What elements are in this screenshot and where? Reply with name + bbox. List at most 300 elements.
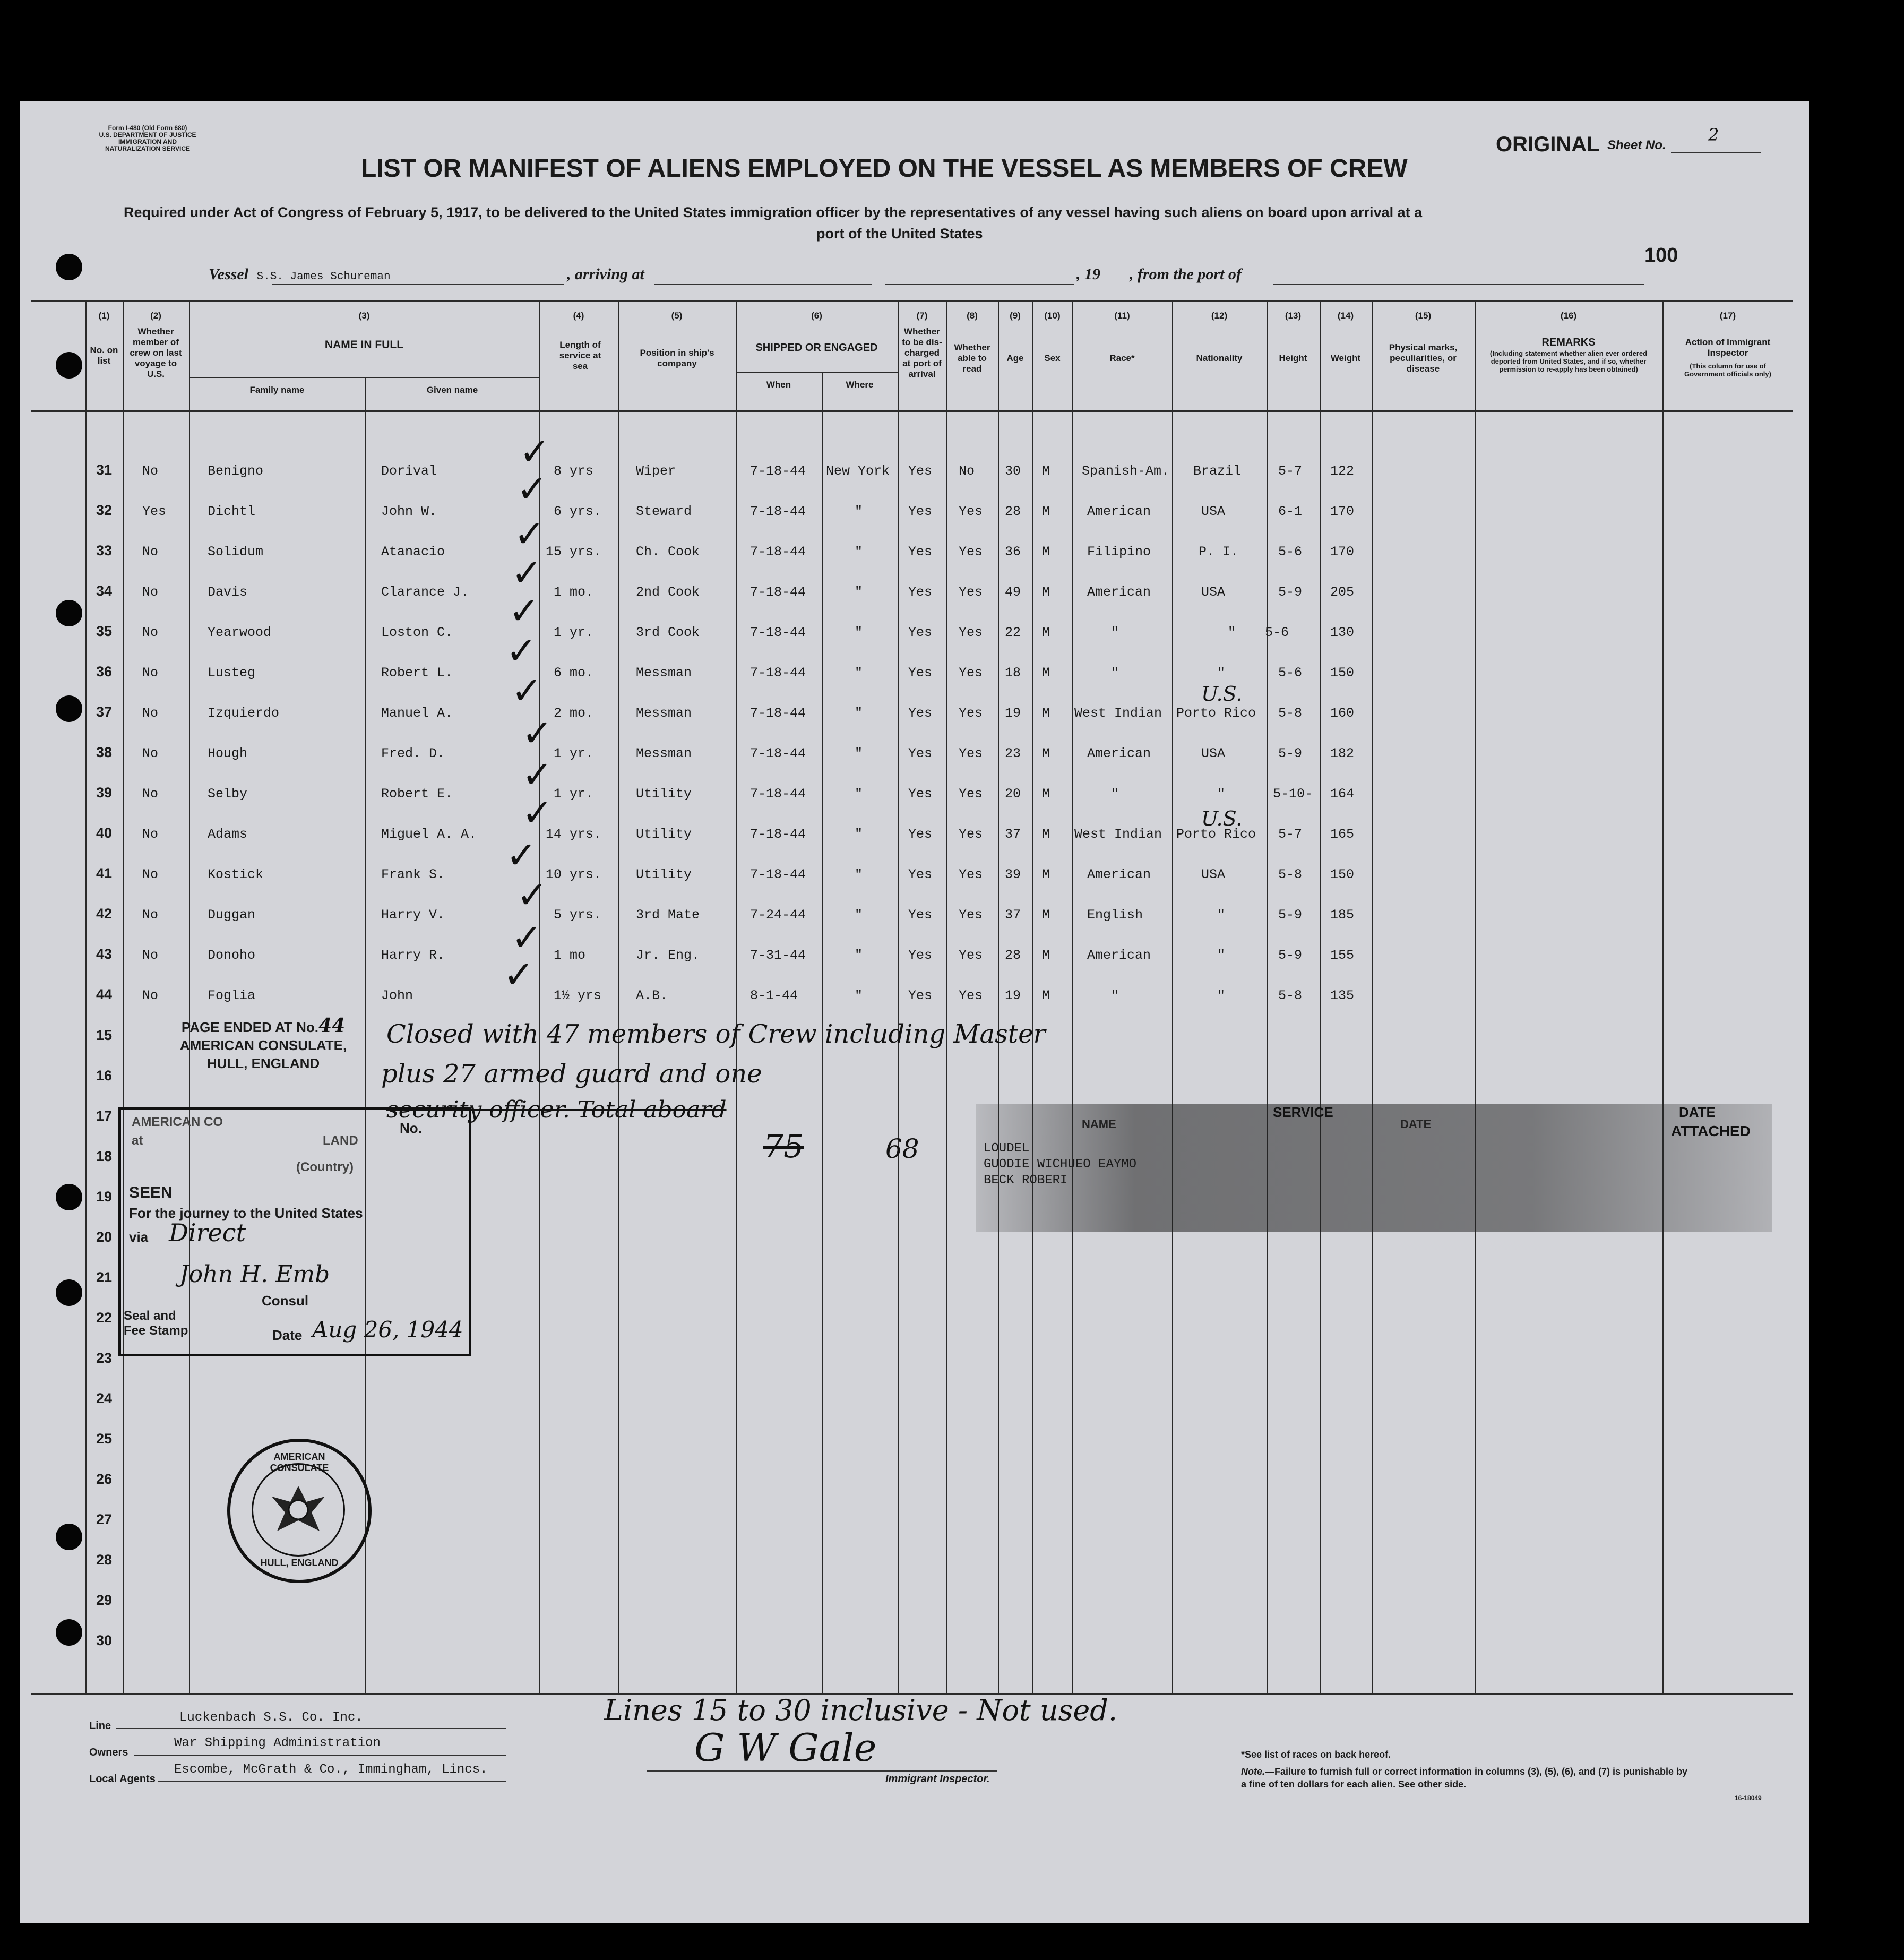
overlay-header: DATE [1400, 1117, 1432, 1131]
consulate-seal [227, 1439, 372, 1583]
footer-agents-label: Local Agents [89, 1773, 156, 1785]
binder-hole [56, 1619, 82, 1646]
cell-when: 7-18-44 [750, 786, 806, 802]
col-header-age: Age [1006, 353, 1024, 363]
cell-prev: No [142, 786, 159, 802]
cell-sex: M [1042, 746, 1050, 761]
row-number: 31 [96, 462, 113, 478]
cell-position: Steward [636, 504, 692, 519]
cell-height: 5-7 [1278, 827, 1303, 842]
cell-discharged: Yes [908, 988, 933, 1003]
row-number: 21 [96, 1269, 113, 1285]
cell-race: " [1111, 625, 1119, 640]
row-number: 36 [96, 664, 113, 680]
col-header-read: Whether able to read [954, 342, 990, 374]
cell-read: Yes [959, 827, 983, 842]
col-rule [123, 300, 124, 1693]
stamp-date-value: Aug 26, 1944 [312, 1317, 463, 1343]
row-number: 38 [96, 744, 113, 760]
cell-service: 1 mo [554, 948, 586, 963]
note-text: —Failure to furnish full or correct information in columns (3), (5), (6), and (7) is punishable by a fine of ten dollars for each alien. See other side. [1241, 1766, 1688, 1790]
check-mark-icon: ✓ [522, 753, 553, 796]
row-number: 25 [96, 1431, 113, 1447]
cell-where: " [855, 584, 863, 600]
cell-age: 37 [1005, 907, 1021, 923]
col-rule [1032, 300, 1033, 1693]
consul-signature: John H. Emb [179, 1261, 330, 1288]
cell-position: Messman [636, 706, 692, 721]
cell-given: John [381, 988, 413, 1003]
binder-hole [56, 1524, 82, 1550]
cell-when: 7-18-44 [750, 625, 806, 640]
cell-nationality: " [1217, 907, 1226, 923]
cell-nationality: " [1217, 665, 1226, 681]
overlay-strip [976, 1104, 1772, 1232]
cell-weight: 150 [1330, 867, 1355, 882]
cell-family: Yearwood [208, 625, 272, 640]
cell-where: " [855, 665, 863, 681]
cell-weight: 205 [1330, 584, 1355, 600]
cell-age: 23 [1005, 746, 1021, 761]
cell-given: Frank S. [381, 867, 445, 882]
overlay-name: BECK ROBERI [984, 1173, 1068, 1188]
col-num: (10) [1044, 311, 1061, 321]
form-id-line: IMMIGRATION AND NATURALIZATION SERVICE [105, 138, 190, 152]
col-num: (6) [811, 311, 822, 321]
col-num: (14) [1337, 311, 1354, 321]
cell-read: Yes [959, 867, 983, 882]
cell-sex: M [1042, 544, 1050, 560]
cell-nationality: " [1217, 988, 1226, 1003]
cell-family: Kostick [208, 867, 264, 882]
row-number: 37 [96, 704, 113, 720]
cell-prev: No [142, 746, 159, 761]
cell-position: Utility [636, 867, 692, 882]
col-num: (5) [671, 311, 683, 321]
cell-sex: M [1042, 625, 1050, 640]
cell-where: " [855, 827, 863, 842]
vessel-underline [272, 284, 564, 285]
binder-hole [56, 600, 82, 626]
form-id [94, 125, 201, 152]
cell-read: No [959, 463, 975, 479]
col-header-race: Race* [1109, 353, 1135, 363]
cell-read: Yes [959, 988, 983, 1003]
cell-given: Robert E. [381, 786, 453, 802]
page-ended-value: 44 [318, 1015, 346, 1037]
row-number: 24 [96, 1390, 113, 1406]
row-number: 23 [96, 1350, 113, 1366]
check-mark-icon: ✓ [506, 629, 537, 673]
cell-race: American [1087, 867, 1151, 882]
cell-height: 5-8 [1278, 706, 1303, 721]
cell-age: 22 [1005, 625, 1021, 640]
col-header-name: NAME IN FULL [324, 339, 404, 351]
page-number: 100 [1644, 244, 1678, 267]
cell-age: 36 [1005, 544, 1021, 560]
form-id-line: U.S. DEPARTMENT OF JUSTICE [99, 131, 196, 139]
col-num: (17) [1719, 311, 1736, 321]
cell-where: " [855, 867, 863, 882]
cell-height: 6-1 [1278, 504, 1303, 519]
cell-family: Lusteg [208, 665, 256, 681]
cell-height: 5-7 [1278, 463, 1303, 479]
from-port-label: , from the port of [1130, 265, 1242, 283]
cell-service: 5 yrs. [554, 907, 602, 923]
cell-sex: M [1042, 706, 1050, 721]
handwritten-us-note: U.S. [1201, 682, 1243, 706]
name-sub-rule [189, 377, 539, 378]
check-mark-icon: ✓ [522, 711, 553, 755]
cell-where: " [855, 988, 863, 1003]
col-num: (2) [150, 311, 161, 321]
col-header-height: Height [1279, 353, 1307, 363]
arriving-underline [654, 284, 872, 285]
col-rule [1372, 300, 1373, 1693]
cell-discharged: Yes [908, 867, 933, 882]
footer-line-value: Luckenbach S.S. Co. Inc. [179, 1710, 363, 1725]
col-num: (4) [573, 311, 584, 321]
cell-sex: M [1042, 504, 1050, 519]
cell-discharged: Yes [908, 584, 933, 600]
cell-family: Solidum [208, 544, 264, 560]
cell-when: 7-24-44 [750, 907, 806, 923]
row-number: 16 [96, 1068, 113, 1084]
cell-given: Harry R. [381, 948, 445, 963]
vessel-label: Vessel [209, 265, 248, 283]
check-mark-icon: ✓ [522, 791, 553, 835]
cell-weight: 182 [1330, 746, 1355, 761]
stamp-no-label: No. [400, 1120, 422, 1136]
col-num: (9) [1010, 311, 1021, 321]
cell-prev: No [142, 867, 159, 882]
cell-race: English [1087, 907, 1143, 923]
cell-position: Messman [636, 665, 692, 681]
check-mark-icon: ✓ [511, 916, 542, 959]
footer-agents-rule [158, 1781, 506, 1782]
binder-hole [56, 352, 82, 379]
cell-sex: M [1042, 584, 1050, 600]
stamp-at: at [132, 1133, 143, 1148]
col-num: (16) [1560, 311, 1577, 321]
row-number: 35 [96, 623, 113, 639]
cell-read: Yes [959, 544, 983, 560]
stamp-seen: SEEN [129, 1184, 173, 1201]
cell-given: Harry V. [381, 907, 445, 923]
cell-given: Clarance J. [381, 584, 469, 600]
footer-owners-rule [134, 1755, 506, 1756]
cell-nationality: USA [1201, 504, 1226, 519]
col-header-no: No. on list [90, 345, 118, 366]
form-subtitle-2: port of the United States [816, 226, 983, 242]
cell-service: 1 yr. [554, 625, 594, 640]
cell-sex: M [1042, 907, 1050, 923]
col-header-remarks-note: (Including statement whether alien ever ordered deported from United States, and if so, whether permission to re-apply has been obtained) [1489, 349, 1648, 373]
cell-nationality: USA [1201, 867, 1226, 882]
col-header-remarks: REMARKS [1541, 337, 1596, 348]
check-mark-icon: ✓ [516, 873, 548, 917]
cell-family: Donoho [208, 948, 256, 963]
cell-position: Ch. Cook [636, 544, 700, 560]
cell-service: 8 yrs [554, 463, 594, 479]
note-label: Note. [1241, 1766, 1265, 1777]
cell-given: Fred. D. [381, 746, 445, 761]
cell-service: 2 mo. [554, 706, 594, 721]
cell-weight: 135 [1330, 988, 1355, 1003]
cell-given: Manuel A. [381, 706, 453, 721]
page-ended-label: PAGE ENDED AT No. [181, 1019, 318, 1035]
stamp-land: LAND [323, 1133, 358, 1148]
cell-race: American [1087, 584, 1151, 600]
cell-when: 7-18-44 [750, 584, 806, 600]
cell-prev: No [142, 544, 159, 560]
cell-height: 5-8 [1278, 988, 1303, 1003]
cell-service: 1 yr. [554, 786, 594, 802]
cell-age: 37 [1005, 827, 1021, 842]
cell-when: 7-18-44 [750, 544, 806, 560]
col-header-shipped: SHIPPED OR ENGAGED [755, 342, 878, 354]
cell-service: 15 yrs. [546, 544, 602, 560]
col-rule [1267, 300, 1268, 1693]
sheet-no-label: Sheet No. [1607, 138, 1666, 152]
cell-discharged: Yes [908, 625, 933, 640]
col-rule [946, 300, 947, 1693]
cell-height: 5-9 [1278, 746, 1303, 761]
penalty-note [1241, 1765, 1692, 1791]
cell-weight: 165 [1330, 827, 1355, 842]
cell-where: " [855, 544, 863, 560]
races-note: *See list of races on back hereof. [1241, 1749, 1391, 1760]
col-num: (11) [1114, 311, 1130, 321]
arriving-label: , arriving at [567, 265, 644, 283]
cell-race: American [1087, 504, 1151, 519]
cell-family: Hough [208, 746, 248, 761]
cell-position: 3rd Mate [636, 907, 700, 923]
total-aboard: 68 [885, 1133, 919, 1164]
cell-height: 5-10- [1273, 786, 1313, 802]
cell-height: 5-6 [1278, 544, 1303, 560]
check-mark-icon: ✓ [506, 833, 537, 877]
cell-race: Filipino [1087, 544, 1151, 560]
col-rule [1072, 300, 1073, 1693]
col-rule [1172, 300, 1173, 1693]
row-number: 42 [96, 906, 113, 922]
cell-prev: No [142, 584, 159, 600]
check-mark-icon: ✓ [511, 669, 542, 712]
col-rule [1475, 300, 1476, 1693]
cell-discharged: Yes [908, 463, 933, 479]
cell-sex: M [1042, 867, 1050, 882]
footer-agents-value: Escombe, McGrath & Co., Immingham, Lincs. [174, 1763, 488, 1777]
year-label: , 19 [1076, 265, 1100, 283]
col-header-when: When [766, 380, 791, 390]
cell-position: Jr. Eng. [636, 948, 700, 963]
row-number: 27 [96, 1511, 113, 1527]
cell-family: Adams [208, 827, 248, 842]
cell-age: 49 [1005, 584, 1021, 600]
cell-given: Atanacio [381, 544, 445, 560]
row-number: 19 [96, 1189, 113, 1205]
cell-where: " [855, 786, 863, 802]
stamp-consulate: AMERICAN CO [132, 1115, 223, 1129]
cell-race: Spanish-Am. [1082, 463, 1170, 479]
col-header-action-note: (This column for use of Government officials only) [1684, 362, 1771, 378]
col-header-nationality: Nationality [1196, 353, 1243, 363]
cell-sex: M [1042, 827, 1050, 842]
cell-service: 10 yrs. [546, 867, 602, 882]
check-mark-icon: ✓ [509, 589, 540, 633]
cell-prev: No [142, 948, 159, 963]
cell-position: Utility [636, 786, 692, 802]
cell-age: 19 [1005, 988, 1021, 1003]
col-rule [1662, 300, 1664, 1693]
cell-age: 18 [1005, 665, 1021, 681]
visa-stamp [118, 1107, 471, 1356]
row-number: 20 [96, 1229, 113, 1245]
cell-service: 14 yrs. [546, 827, 602, 842]
form-id-line: Form I-480 (Old Form 680) [108, 124, 187, 132]
row-number: 43 [96, 946, 113, 962]
col-rule [998, 300, 999, 1693]
cell-nationality: Porto Rico [1176, 827, 1256, 842]
cell-prev: No [142, 827, 159, 842]
cell-height: 5-6 [1265, 625, 1289, 640]
inspector-line [647, 1770, 997, 1772]
cell-discharged: Yes [908, 827, 933, 842]
check-mark-icon: ✓ [511, 551, 542, 595]
table-top-rule [31, 300, 1793, 302]
cell-read: Yes [959, 948, 983, 963]
cell-age: 28 [1005, 504, 1021, 519]
seal-bottom-text: HULL, ENGLAND [260, 1558, 339, 1568]
cell-service: 1 yr. [554, 746, 594, 761]
cell-when: 7-18-44 [750, 665, 806, 681]
footer-line-label: Line [89, 1720, 111, 1732]
overlay-name: GUODIE WICHUEO EAYMO [984, 1157, 1137, 1172]
port-underline [1273, 284, 1644, 285]
cell-family: Izquierdo [208, 706, 280, 721]
binder-hole [56, 1184, 82, 1210]
cell-discharged: Yes [908, 706, 933, 721]
seal-top-text: AMERICAN CONSULATE [270, 1451, 329, 1473]
row-number: 28 [96, 1552, 113, 1568]
cell-given: Loston C. [381, 625, 453, 640]
col-header-position: Position in ship's company [640, 348, 714, 368]
col-header-service: Length of service at sea [559, 340, 601, 371]
row-number: 30 [96, 1632, 113, 1648]
cell-weight: 185 [1330, 907, 1355, 923]
cell-position: Utility [636, 827, 692, 842]
cell-position: Wiper [636, 463, 676, 479]
footer-owners-value: War Shipping Administration [174, 1736, 381, 1750]
cell-where: " [855, 907, 863, 923]
cell-age: 19 [1005, 706, 1021, 721]
check-mark-icon: ✓ [519, 430, 550, 474]
cell-height: 5-9 [1278, 584, 1303, 600]
col-header-sex: Sex [1044, 353, 1061, 363]
cell-nationality: P. I. [1199, 544, 1239, 560]
cell-race: " [1111, 786, 1119, 802]
cell-given: Dorival [381, 463, 437, 479]
overlay-header: DATE [1679, 1104, 1716, 1120]
row-number: 33 [96, 543, 113, 558]
cell-nationality: Brazil [1193, 463, 1242, 479]
cell-family: Davis [208, 584, 248, 600]
cell-prev: Yes [142, 504, 167, 519]
page-ended-stamp [157, 1017, 369, 1072]
col-num: (1) [98, 311, 110, 321]
binder-hole [56, 695, 82, 722]
cell-nationality: Porto Rico [1176, 706, 1256, 721]
cell-read: Yes [959, 584, 983, 600]
closing-note-line: Closed with 47 members of Crew including Master [386, 1019, 1046, 1049]
cell-race: " [1111, 665, 1119, 681]
cell-where: " [855, 948, 863, 963]
form-title: LIST OR MANIFEST OF ALIENS EMPLOYED ON THE VESSEL AS MEMBERS OF CREW [361, 154, 1408, 183]
col-header-where: Where [846, 380, 874, 390]
cell-discharged: Yes [908, 544, 933, 560]
cell-where: " [855, 746, 863, 761]
vessel-name: S.S. James Schureman [256, 271, 391, 283]
cell-where: New York [826, 463, 890, 479]
overlay-name: LOUDEL [984, 1141, 1030, 1156]
cell-discharged: Yes [908, 665, 933, 681]
footer-owners-label: Owners [89, 1747, 128, 1758]
row-number: 40 [96, 825, 113, 841]
cell-position: A.B. [636, 988, 668, 1003]
cell-when: 8-1-44 [750, 988, 798, 1003]
cell-service: 6 yrs. [554, 504, 602, 519]
stamp-country: (Country) [296, 1160, 354, 1174]
cell-prev: No [142, 625, 159, 640]
col-header-discharged: Whether to be dis-charged at port of arrival [902, 326, 942, 379]
col-num: (8) [967, 311, 978, 321]
row-number: 32 [96, 502, 113, 518]
cell-given: John W. [381, 504, 437, 519]
overlay-header: ATTACHED [1671, 1123, 1751, 1139]
cell-when: 7-18-44 [750, 463, 806, 479]
cell-read: Yes [959, 907, 983, 923]
overlay-header: NAME [1082, 1117, 1116, 1131]
binder-hole [56, 1279, 82, 1306]
cell-read: Yes [959, 746, 983, 761]
cell-prev: No [142, 665, 159, 681]
cell-service: 1½ yrs [554, 988, 602, 1003]
cell-age: 20 [1005, 786, 1021, 802]
stamp-via-label: via [129, 1229, 149, 1245]
cell-race: West Indian [1074, 827, 1162, 842]
cell-family: Selby [208, 786, 248, 802]
stamp-via-value: Direct [169, 1218, 246, 1247]
cell-height: 5-9 [1278, 948, 1303, 963]
cell-position: Messman [636, 746, 692, 761]
cell-sex: M [1042, 786, 1050, 802]
row-number: 15 [96, 1027, 113, 1043]
total-struck: 75 [763, 1128, 804, 1165]
stamp-date-label: Date [272, 1327, 303, 1343]
cell-race: West Indian [1074, 706, 1162, 721]
sheet-no-value: 2 [1708, 125, 1719, 145]
cell-age: 30 [1005, 463, 1021, 479]
cell-weight: 160 [1330, 706, 1355, 721]
row-number: 29 [96, 1592, 113, 1608]
cell-race: American [1087, 948, 1151, 963]
cell-when: 7-18-44 [750, 867, 806, 882]
stamp-seal-fee: Seal and Fee Stamp [124, 1309, 188, 1338]
cell-prev: No [142, 706, 159, 721]
form-code: 16-18049 [1735, 1794, 1762, 1802]
cell-where: " [855, 504, 863, 519]
